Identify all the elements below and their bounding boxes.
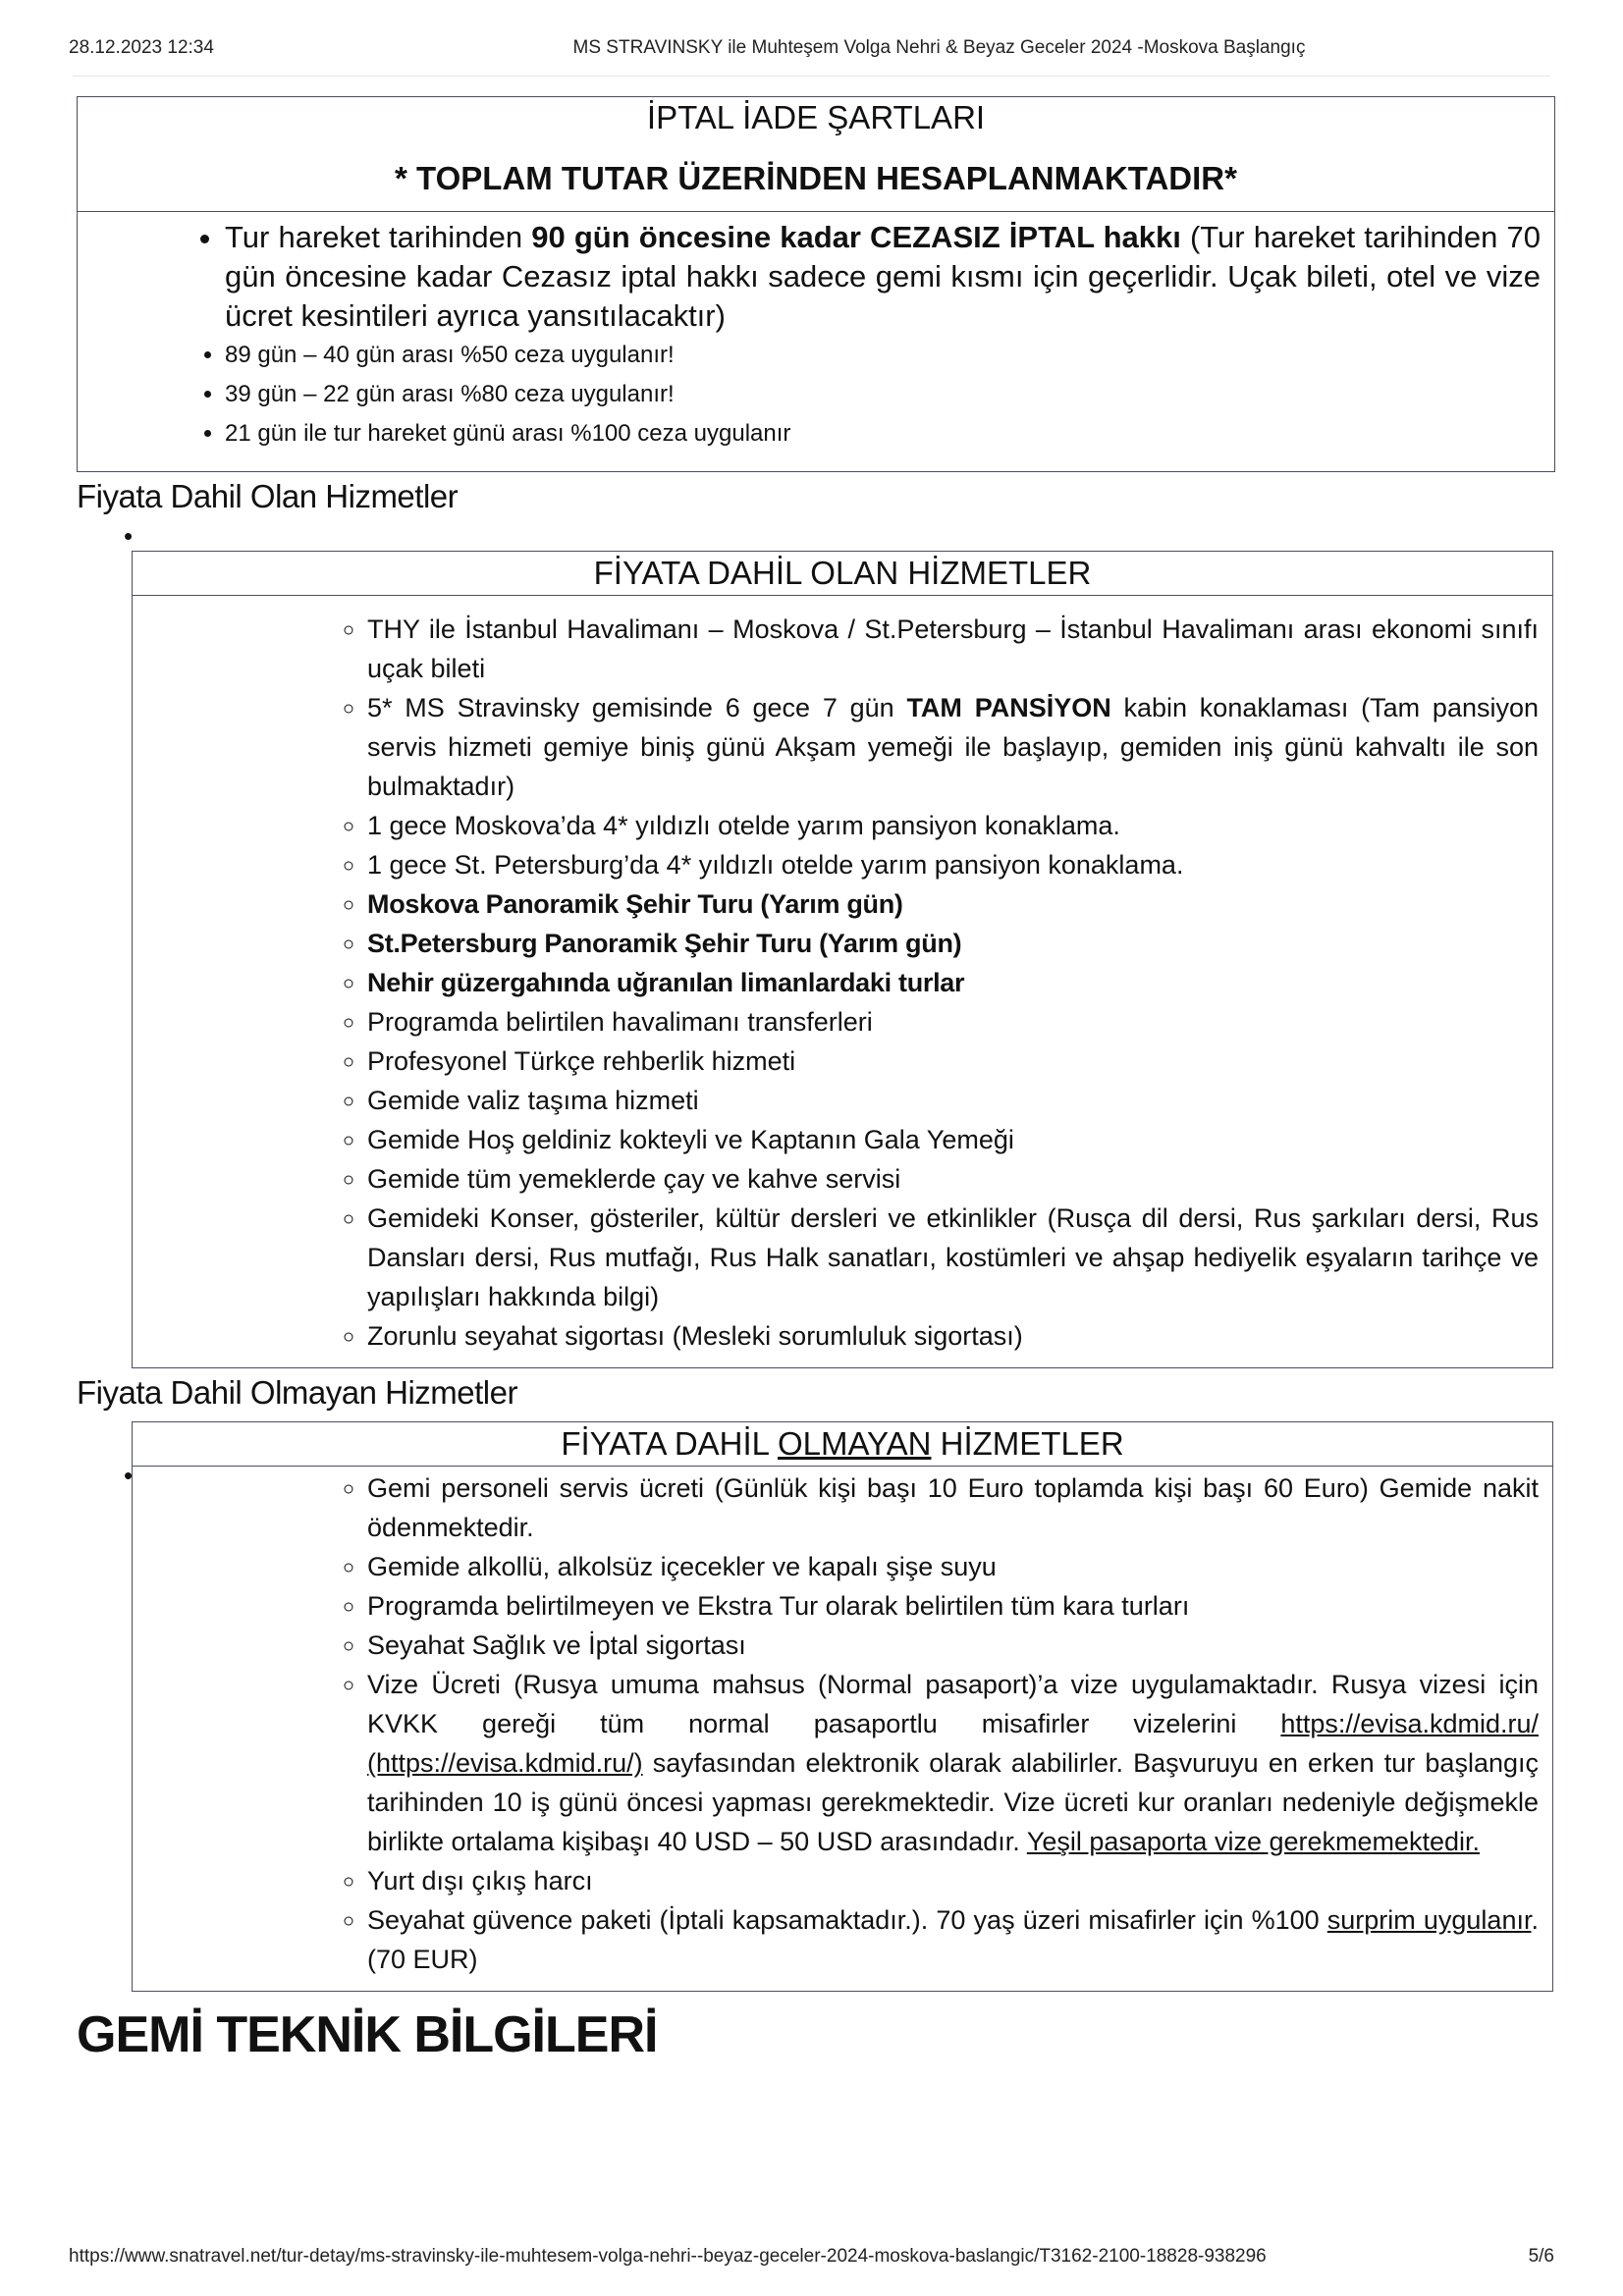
list-item: ◦ Nehir güzergahında uğranılan limanlardaki turlar [367, 963, 1539, 1002]
list-item: ◦ Profesyonel Türkçe rehberlik hizmeti [367, 1041, 1539, 1081]
print-url: https://www.snatravel.net/tur-detay/ms-stravinsky-ile-muhtesem-volga-nehri--beyaz-geceler-2024-moskova-baslangic/T3162-2100-18828-938296 [69, 2246, 1267, 2267]
list-item: ◦ Zorunlu seyahat sigortası (Mesleki sorumluluk sigortası) [367, 1316, 1539, 1356]
evisa-link[interactable]: https://evisa.kdmid.ru/ (https://evisa.kdmid.ru/) [367, 1709, 1539, 1778]
header-divider [73, 76, 1550, 77]
excluded-box-title: FİYATA DAHİL OLMAYAN HİZMETLER [133, 1422, 1553, 1467]
included-list [133, 596, 1552, 1367]
list-item: ◦ Gemideki Konser, gösteriler, kültür dersleri ve etkinlikler (Rusça dil dersi, Rus şarkıları dersi, Rus Dansları dersi, Rus mutfağı, Rus Halk sanatları, kostümleri ve ahşap hediyelik eşyaların tarihçe ve yapılışları hakkında bilgi) [367, 1199, 1539, 1316]
print-date: 28.12.2023 12:34 [69, 37, 214, 58]
list-item: • 39 gün – 22 gün arası %80 ceza uygulanır! [225, 375, 1541, 414]
excluded-body-cell [133, 1467, 1553, 1992]
green-passport-note: Yeşil pasaporta vize gerekmemektedir. [1026, 1827, 1481, 1856]
print-title: MS STRAVINSKY ile Muhteşem Volga Nehri & Beyaz Geceler 2024 -Moskova Başlangıç [572, 37, 1306, 58]
page-content [77, 96, 1555, 2064]
excluded-list [133, 1467, 1552, 1991]
list-item: • Tur hareket tarihinden 90 gün öncesine kadar CEZASIZ İPTAL hakkı (Tur hareket tarihinden 70 gün öncesine kadar Cezasız iptal hakkı sadece gemi kısmı için geçerlidir. Uçak bileti, otel ve vize ücret kesintileri ayrıca yansıtılacaktır) [225, 218, 1541, 336]
included-box-wrap [132, 551, 1553, 1368]
list-item: ◦ Moskova Panoramik Şehir Turu (Yarım gün) [367, 884, 1539, 924]
included-box-title: FİYATA DAHİL OLAN HİZMETLER [133, 552, 1553, 596]
list-item: • 89 gün – 40 gün arası %50 ceza uygulanır! [225, 336, 1541, 375]
included-table [132, 551, 1553, 1368]
cancellation-table [77, 96, 1555, 472]
free-cancel-highlight: 90 gün öncesine kadar CEZASIZ İPTAL hakkı [531, 220, 1181, 254]
list-item: ◦ 1 gece St. Petersburg’da 4* yıldızlı otelde yarım pansiyon konaklama. [367, 845, 1539, 884]
cancellation-title: İPTAL İADE ŞARTLARI [646, 99, 986, 135]
cancellation-list [78, 212, 1554, 471]
cancellation-body-cell [78, 212, 1555, 472]
bullet-line: • [124, 521, 134, 551]
list-item: ◦ Gemide tüm yemeklerde çay ve kahve servisi [367, 1159, 1539, 1199]
list-item: ◦ Yurt dışı çıkış harcı [367, 1861, 1539, 1900]
page-number: 5/6 [1528, 2246, 1554, 2267]
list-item: ◦ Seyahat Sağlık ve İptal sigortası [367, 1626, 1539, 1665]
surcharge-note: surprim uygulanır [1326, 1905, 1532, 1935]
list-item: ◦ Seyahat güvence paketi (İptali kapsamaktadır.). 70 yaş üzeri misafirler için %100 surprim uygulanır.(70 EUR) [367, 1900, 1539, 1979]
list-item: ◦ Programda belirtilmeyen ve Ekstra Tur olarak belirtilen tüm kara turları [367, 1586, 1539, 1626]
cancellation-subtitle: * TOPLAM TUTAR ÜZERİNDEN HESAPLANMAKTADIR* [395, 160, 1237, 196]
list-item: ◦ 5* MS Stravinsky gemisinde 6 gece 7 gün TAM PANSİYON kabin konaklaması (Tam pansiyon servis hizmeti gemiye biniş günü Akşam yemeği ile başlayıp, gemiden iniş günü kahvaltı ile son bulmaktadır) [367, 688, 1539, 806]
excluded-table [132, 1421, 1553, 1992]
included-body-cell [133, 596, 1553, 1368]
bullet-dot: • [124, 1461, 134, 1490]
print-header [69, 37, 1554, 67]
list-item: • 21 gün ile tur hareket günü arası %100 ceza uygulanır [225, 414, 1541, 454]
list-item: ◦ Vize Ücreti (Rusya umuma mahsus (Normal pasaport)’a vize uygulamaktadır. Rusya vizesi için KVKK gereği tüm normal pasaportlu misafirler vizelerini https://evisa.kdmid.ru/ (https://evisa.kdmid.ru/) sayfasından elektronik olarak alabilirler. Başvuruyu en erken tur başlangıç tarihinden 10 iş günü öncesi yapması gerekmektedir. Vize ücreti kur oranları nedeniyle değişmekle birlikte ortalama kişibaşı 40 USD – 50 USD arasındadır. Yeşil pasaporta vize gerekmemektedir. [367, 1665, 1539, 1861]
list-item: ◦ Gemide valiz taşıma hizmeti [367, 1081, 1539, 1120]
technical-heading: GEMİ TEKNİK BİLGİLERİ [77, 2006, 658, 2063]
list-item: ◦ Gemide alkollü, alkolsüz içecekler ve kapalı şişe suyu [367, 1547, 1539, 1586]
list-item: ◦ Gemide Hoş geldiniz kokteyli ve Kaptanın Gala Yemeği [367, 1120, 1539, 1159]
list-item: ◦ Gemi personeli servis ücreti (Günlük kişi başı 10 Euro toplamda kişi başı 60 Euro) Gemide nakit ödenmektedir. [367, 1468, 1539, 1547]
list-item: ◦ THY ile İstanbul Havalimanı – Moskova / St.Petersburg – İstanbul Havalimanı arası ekonomi sınıfı uçak bileti [367, 610, 1539, 688]
excluded-box-wrap [124, 1421, 1553, 1992]
list-item: ◦ St.Petersburg Panoramik Şehir Turu (Yarım gün) [367, 924, 1539, 963]
cancellation-title-cell [78, 97, 1555, 212]
list-item: ◦ Programda belirtilen havalimanı transferleri [367, 1002, 1539, 1041]
excluded-heading: Fiyata Dahil Olmayan Hizmetler [77, 1374, 517, 1411]
included-heading: Fiyata Dahil Olan Hizmetler [77, 478, 459, 514]
list-item: ◦ 1 gece Moskova’da 4* yıldızlı otelde yarım pansiyon konaklama. [367, 806, 1539, 845]
